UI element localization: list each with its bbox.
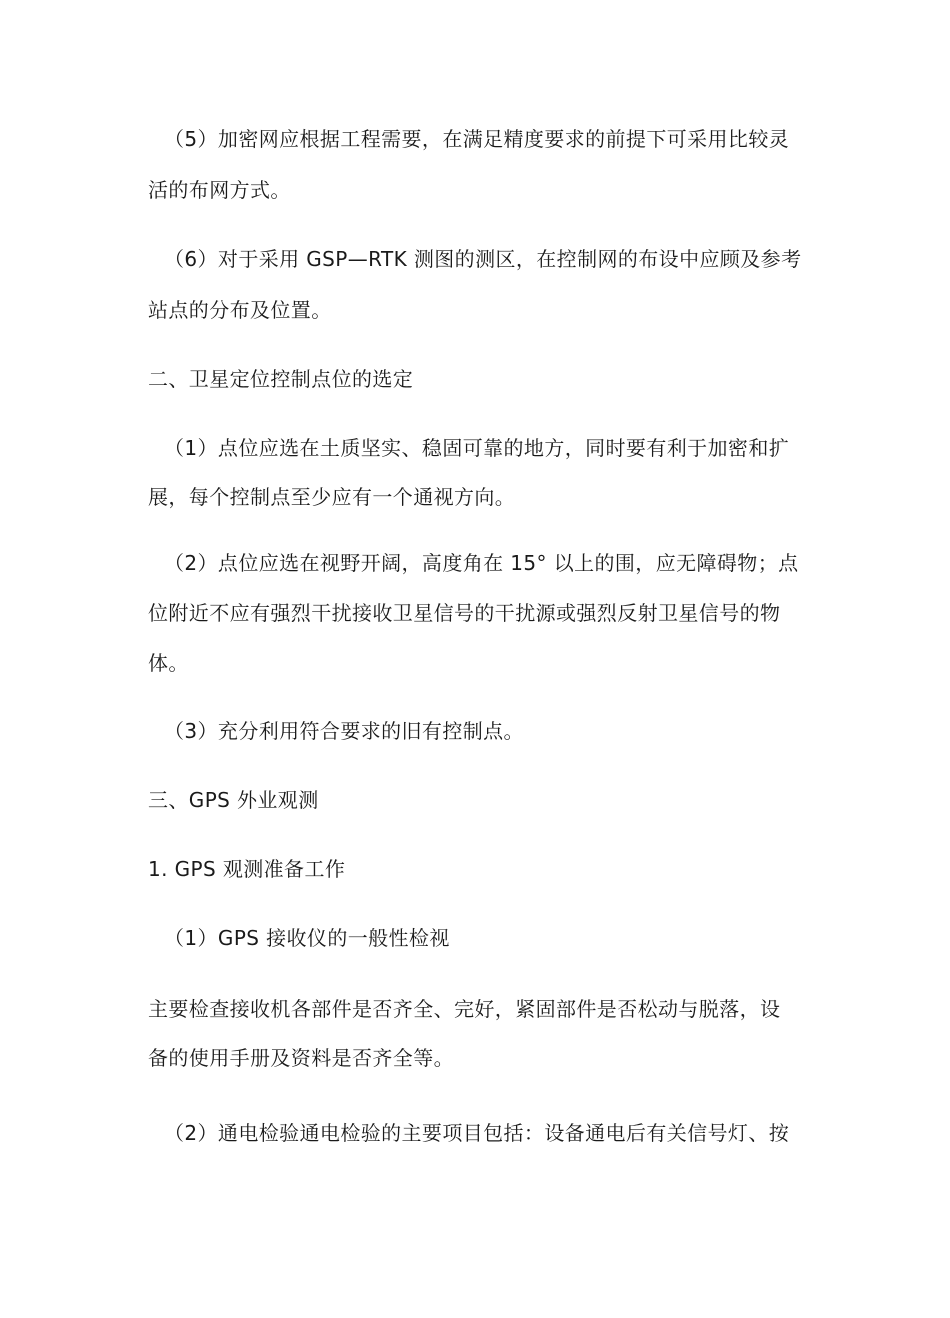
paragraph-line: （2）通电检验通电检验的主要项目包括：设备通电后有关信号灯、按 [164, 1121, 790, 1145]
paragraph-line: 展，每个控制点至少应有一个通视方向。 [148, 485, 516, 509]
paragraph-line: 体。 [148, 651, 189, 675]
paragraph-line: 站点的分布及位置。 [148, 298, 332, 322]
section-heading: 二、卫星定位控制点位的选定 [148, 367, 414, 391]
paragraph-line: （6）对于采用 GSP—RTK 测图的测区，在控制网的布设中应顾及参考 [164, 247, 802, 271]
paragraph-line: 主要检查接收机各部件是否齐全、完好，紧固部件是否松动与脱落，设 [148, 997, 781, 1021]
paragraph-line: （1）点位应选在土质坚实、稳固可靠的地方，同时要有利于加密和扩 [164, 436, 790, 460]
paragraph-line: （2）点位应选在视野开阔，高度角在 15° 以上的围，应无障碍物；点 [164, 551, 799, 575]
paragraph-line: 活的布网方式。 [148, 178, 291, 202]
paragraph-line: （1）GPS 接收仪的一般性检视 [164, 926, 450, 950]
paragraph-line: 位附近不应有强烈干扰接收卫星信号的干扰源或强烈反射卫星信号的物 [148, 601, 781, 625]
subsection-heading: 1. GPS 观测准备工作 [148, 857, 346, 881]
paragraph-line: 备的使用手册及资料是否齐全等。 [148, 1046, 454, 1070]
section-heading: 三、GPS 外业观测 [148, 788, 319, 812]
paragraph-line: （5）加密网应根据工程需要，在满足精度要求的前提下可采用比较灵 [164, 127, 790, 151]
paragraph-line: （3）充分利用符合要求的旧有控制点。 [164, 719, 524, 743]
